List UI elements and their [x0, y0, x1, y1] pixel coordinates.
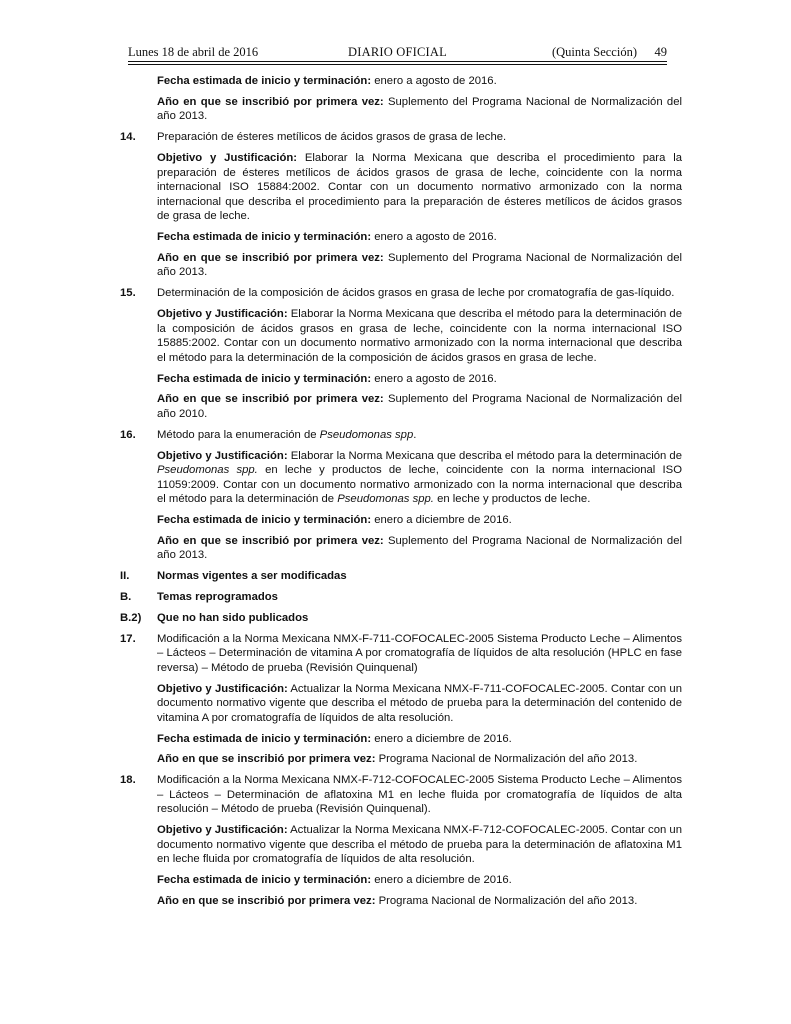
- item-17-fecha: [157, 732, 682, 747]
- anio-value: Suplemento del Programa Nacional de Normalización del año 2010.: [157, 393, 682, 420]
- section-heading-b: [120, 590, 682, 605]
- header-rule-bottom: [128, 64, 667, 65]
- fecha-value: enero a agosto de 2016.: [371, 75, 497, 87]
- header-section: (Quinta Sección): [551, 45, 637, 59]
- anio-label: Año en que se inscribió por primera vez:: [157, 534, 384, 547]
- page-header: [128, 43, 667, 63]
- anio-value: Programa Nacional de Normalización del año 2013.: [375, 753, 638, 766]
- objetivo-label: Objetivo y Justificación:: [157, 449, 288, 462]
- item-16-fecha: [157, 513, 682, 528]
- section-heading-b2: [120, 611, 682, 626]
- objetivo-label: Objetivo y Justificación:: [157, 824, 288, 837]
- list-item-17: [120, 632, 682, 676]
- section-title: Que no han sido publicados: [157, 611, 309, 624]
- objetivo-text: Actualizar la Norma Mexicana NMX-F-711-COFOCALEC-2005. Contar con un documento normativo vigente que describa el método de prueba para la determinación del contenido de vitamina A por cromatografía de líquidos de alta resolución.: [157, 682, 682, 724]
- header-rule-top: [128, 61, 667, 62]
- item-16-anio: [157, 534, 682, 563]
- item-title: Método para la enumeración de: [157, 428, 320, 441]
- item-17-objetivo: [157, 682, 682, 726]
- fecha-value: enero a diciembre de 2016.: [371, 874, 512, 887]
- list-item-15: [120, 286, 682, 301]
- header-title: DIARIO OFICIAL: [348, 45, 447, 59]
- anio-value: Suplemento del Programa Nacional de Normalización del año 2013.: [157, 534, 682, 562]
- item-18-anio: [157, 894, 682, 909]
- anio-value: Suplemento del Programa Nacional de Normalización del año 2013.: [157, 95, 682, 123]
- fecha-value: enero a diciembre de 2016.: [371, 514, 512, 527]
- item-title: Preparación de ésteres metílicos de ácidos grasos de grasa de leche.: [157, 131, 507, 144]
- fecha-label: Fecha estimada de inicio y terminación:: [157, 231, 372, 244]
- item-title: Determinación de la composición de ácidos grasos en grasa de leche por cromatografía de gas-líquido.: [157, 287, 675, 300]
- objetivo-label: Objetivo y Justificación:: [157, 151, 298, 164]
- objetivo-label: Objetivo y Justificación:: [157, 682, 288, 695]
- item-15-anio: [157, 392, 682, 421]
- item-15-objetivo: [157, 307, 682, 365]
- fecha-value: enero a agosto de 2016.: [371, 231, 497, 244]
- continued-fecha: [157, 74, 682, 89]
- anio-label: Año en que se inscribió por primera vez:: [157, 753, 376, 766]
- item-number: 14.: [120, 131, 136, 144]
- item-title: Modificación a la Norma Mexicana NMX-F-712-COFOCALEC-2005 Sistema Producto Leche – Alimentos – Lácteos – Determinación de aflatoxina M1 en leche fluida por cromatografía de líquidos de alta resolución – Método de prueba (Revisión Quinquenal).: [157, 774, 682, 816]
- objetivo-text-a: Elaborar la Norma Mexicana que describa el método para la determinación de: [287, 449, 682, 462]
- fecha-value: enero a agosto de 2016.: [371, 372, 497, 385]
- section-number: B.2): [120, 611, 142, 624]
- item-number: 15.: [120, 287, 136, 300]
- item-17-anio: [157, 752, 682, 767]
- list-item-18: [120, 773, 682, 817]
- objetivo-text-b: en leche y productos de leche, coincidente con la norma internacional ISO 11059:2009. Contar con un documento normativo armonizado con la norma internacional que describa el método para la determinación de: [157, 464, 683, 506]
- fecha-label: Fecha estimada de inicio y terminación:: [157, 75, 372, 87]
- organism-name: Pseudomonas spp.: [157, 464, 258, 477]
- anio-label: Año en que se inscribió por primera vez:: [157, 95, 384, 108]
- fecha-label: Fecha estimada de inicio y terminación:: [157, 732, 372, 745]
- item-15-fecha: [157, 372, 682, 387]
- item-number: 16.: [120, 428, 136, 441]
- section-title: Normas vigentes a ser modificadas: [157, 570, 347, 583]
- item-14-fecha: [157, 230, 682, 245]
- item-title: Modificación a la Norma Mexicana NMX-F-711-COFOCALEC-2005 Sistema Producto Leche – Alimentos – Lácteos – Determinación de vitamina A por cromatografía de líquidos de alta resolución (HPLC en fase reversa) – Método de prueba (Revisión Quinquenal): [157, 632, 682, 674]
- anio-value: Suplemento del Programa Nacional de Normalización del año 2013.: [157, 251, 682, 279]
- list-item-14: [120, 130, 682, 145]
- objetivo-text-c: en leche y productos de leche.: [433, 493, 591, 506]
- fecha-label: Fecha estimada de inicio y terminación:: [157, 874, 372, 887]
- section-number: B.: [120, 591, 132, 604]
- section-number: II.: [120, 570, 130, 583]
- organism-name: Pseudomonas spp.: [337, 493, 434, 506]
- objetivo-text: Elaborar la Norma Mexicana que describa el procedimiento para la preparación de ésteres metílicos de ácidos grasos de grasa de leche, coincidente con la norma internacional ISO 15884:2002. Contar con un documento normativo armonizado con la norma internacional que describa el procedimiento para la preparación de ésteres metílicos de ácidos grasos de grasa de leche.: [157, 151, 683, 223]
- header-date: Lunes 18 de abril de 2016: [128, 45, 259, 59]
- organism-name: Pseudomonas spp: [319, 428, 414, 441]
- item-number: 17.: [120, 632, 136, 645]
- continued-anio: [157, 95, 682, 124]
- anio-label: Año en que se inscribió por primera vez:: [157, 894, 376, 907]
- item-number: 18.: [120, 774, 136, 787]
- objetivo-label: Objetivo y Justificación:: [157, 308, 288, 321]
- section-heading-ii: [120, 569, 682, 584]
- fecha-label: Fecha estimada de inicio y terminación:: [157, 514, 372, 527]
- item-18-fecha: [157, 873, 682, 888]
- anio-value: Programa Nacional de Normalización del año 2013.: [375, 894, 638, 907]
- anio-label: Año en que se inscribió por primera vez:: [157, 251, 384, 264]
- item-14-objetivo: [157, 151, 682, 224]
- header-page-number: 49: [654, 45, 667, 59]
- fecha-value: enero a diciembre de 2016.: [371, 732, 512, 745]
- list-item-16: [120, 428, 682, 443]
- item-14-anio: [157, 251, 682, 280]
- item-16-objetivo: [157, 449, 682, 507]
- item-title-end: .: [413, 428, 417, 441]
- fecha-label: Fecha estimada de inicio y terminación:: [157, 372, 372, 385]
- anio-label: Año en que se inscribió por primera vez:: [157, 393, 384, 406]
- objetivo-text: Elaborar la Norma Mexicana que describa el método para la determinación de la composición de ácidos grasos en grasa de leche, coincidente con la norma internacional ISO 15885:2002. Contar con un documento normativo armonizado con la norma internacional que describa el método para la determinación de la composición de ácidos grasos en grasa de leche.: [157, 308, 682, 364]
- section-title: Temas reprogramados: [157, 591, 278, 604]
- document-body: [120, 74, 682, 915]
- objetivo-text: Actualizar la Norma Mexicana NMX-F-712-COFOCALEC-2005. Contar con un documento normativo vigente que describa el método de prueba para la determinación de aflatoxina M1 en leche fluida por cromatografía de líquidos de alta resolución.: [157, 824, 682, 866]
- item-18-objetivo: [157, 823, 682, 867]
